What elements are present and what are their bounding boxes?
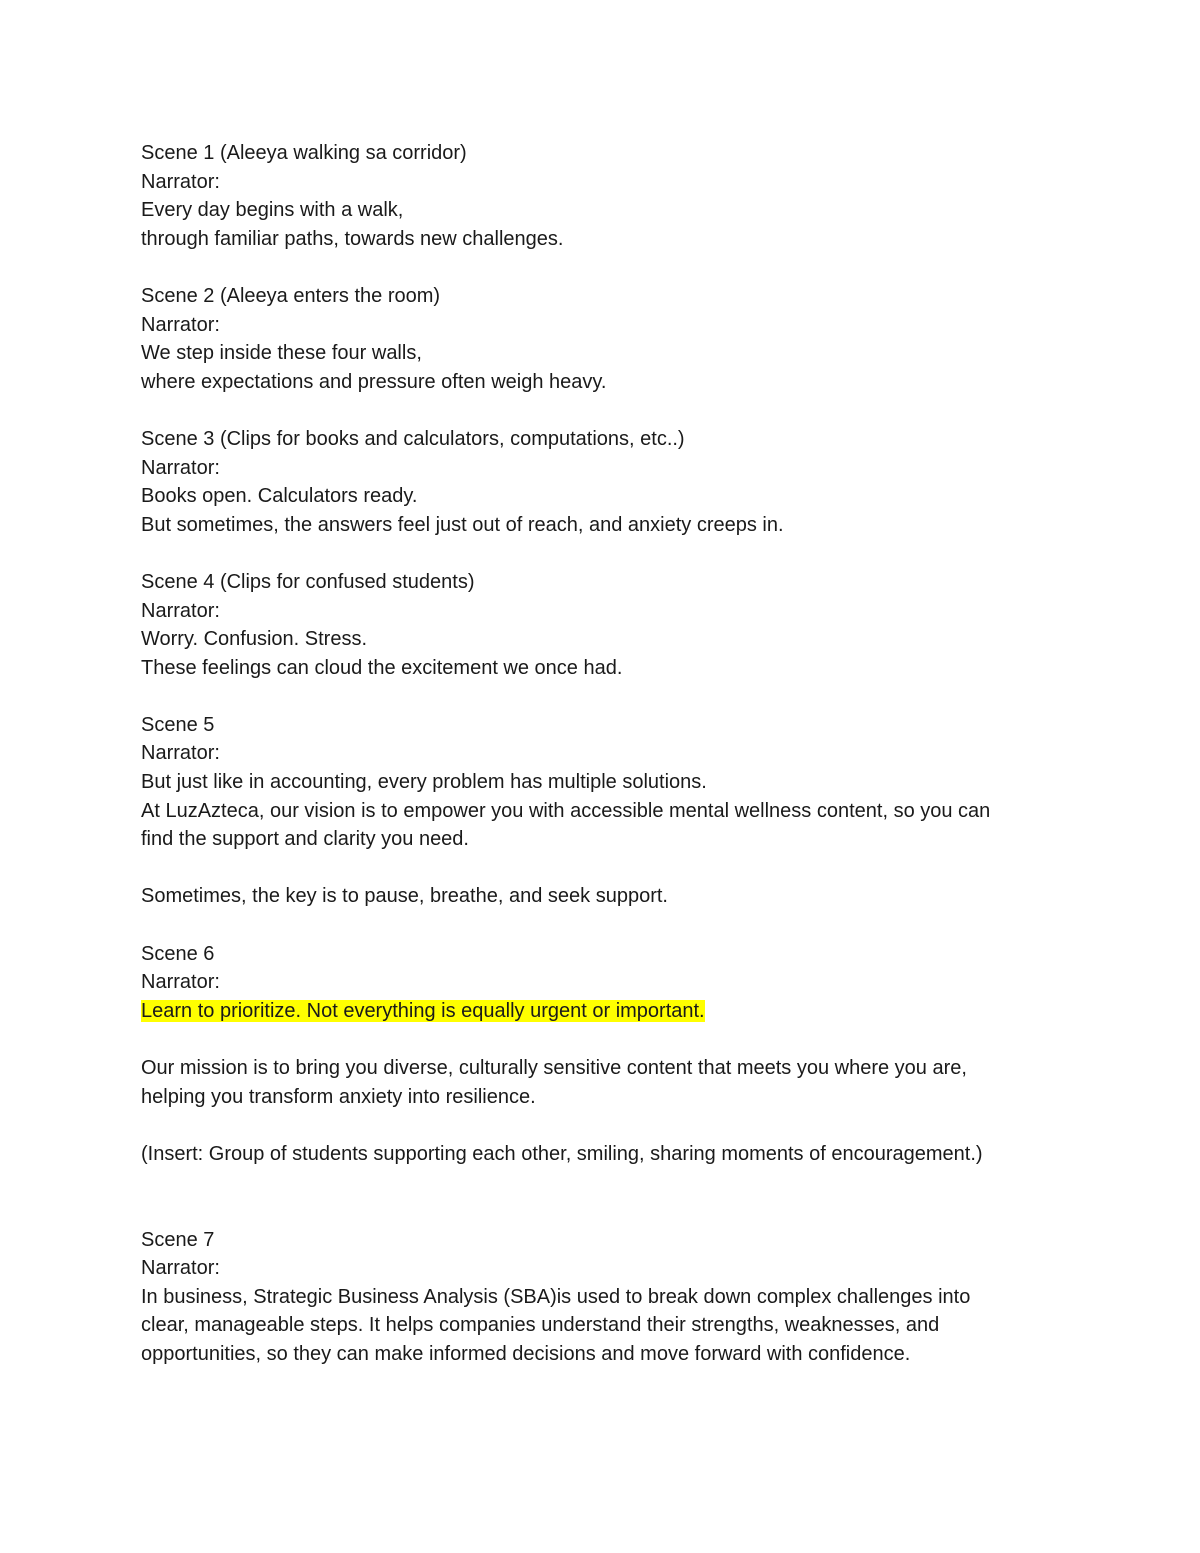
speaker-label: Narrator: xyxy=(141,456,220,479)
narration-line: These feelings can cloud the excitement we once had. xyxy=(141,656,623,679)
narration-line: opportunities, so they can make informed decisions and move forward with confidence. xyxy=(141,1342,911,1365)
speaker-label: Narrator: xyxy=(141,1257,220,1280)
highlighted-text: Learn to prioritize. Not everything is equally urgent or important. xyxy=(141,999,705,1022)
blank-line xyxy=(141,911,1071,940)
narration-line: Sometimes, the key is to pause, breathe, and seek support. xyxy=(141,885,668,908)
scene-heading: Scene 7 xyxy=(141,1228,215,1251)
narration-line: Books open. Calculators ready. xyxy=(141,485,418,508)
narration-line: Our mission is to bring you diverse, culturally sensitive content that meets you where you are, xyxy=(141,1057,967,1079)
blank-line xyxy=(141,682,1071,711)
narration-line: where expectations and pressure often weigh heavy. xyxy=(141,370,607,393)
narration-line: But just like in accounting, every problem has multiple solutions. xyxy=(141,771,707,794)
highlighted-line-wrap xyxy=(141,997,1071,1026)
scene-heading: Scene 5 xyxy=(141,713,215,736)
narration-line: Worry. Confusion. Stress. xyxy=(141,628,367,651)
blank-line xyxy=(141,539,1071,568)
document-body xyxy=(141,139,1071,1369)
narration-line: clear, manageable steps. It helps companies understand their strengths, weaknesses, and xyxy=(141,1314,940,1337)
speaker-label: Narrator: xyxy=(141,971,220,994)
speaker-label: Narrator: xyxy=(141,170,220,193)
blank-line xyxy=(141,396,1071,425)
scene-heading: Scene 3 (Clips for books and calculators, computations, etc..) xyxy=(141,427,685,450)
speaker-label: Narrator: xyxy=(141,742,220,765)
narration-line: find the support and clarity you need. xyxy=(141,828,469,851)
scene-heading: Scene 6 xyxy=(141,942,215,965)
scene-3 xyxy=(141,425,1071,568)
narration-line: At LuzAzteca, our vision is to empower you with accessible mental wellness content, so you can xyxy=(141,799,991,822)
scene-heading: Scene 1 (Aleeya walking sa corridor) xyxy=(141,142,467,164)
blank-line xyxy=(141,854,1071,883)
blank-line xyxy=(141,1168,1071,1197)
narration-line: through familiar paths, towards new challenges. xyxy=(141,227,564,250)
scene-heading: Scene 2 (Aleeya enters the room) xyxy=(141,284,441,307)
narration-line: helping you transform anxiety into resilience. xyxy=(141,1085,536,1108)
scene-7 xyxy=(141,1226,1071,1369)
scene-6 xyxy=(141,940,1071,1226)
scene-5 xyxy=(141,711,1071,940)
speaker-label: Narrator: xyxy=(141,599,220,622)
blank-line xyxy=(141,1197,1071,1226)
blank-line xyxy=(141,1111,1071,1140)
speaker-label: Narrator: xyxy=(141,313,220,336)
narration-line: We step inside these four walls, xyxy=(141,342,422,365)
scene-2 xyxy=(141,282,1071,425)
scene-4 xyxy=(141,568,1071,711)
blank-line xyxy=(141,253,1071,282)
scene-heading: Scene 4 (Clips for confused students) xyxy=(141,570,475,593)
blank-line xyxy=(141,1025,1071,1054)
narration-line: But sometimes, the answers feel just out of reach, and anxiety creeps in. xyxy=(141,513,784,536)
scene-1 xyxy=(141,139,1071,282)
narration-line: In business, Strategic Business Analysis (SBA)is used to break down complex challenges into xyxy=(141,1285,971,1308)
insert-note: (Insert: Group of students supporting each other, smiling, sharing moments of encouragement.) xyxy=(141,1142,983,1165)
narration-line: Every day begins with a walk, xyxy=(141,199,404,222)
